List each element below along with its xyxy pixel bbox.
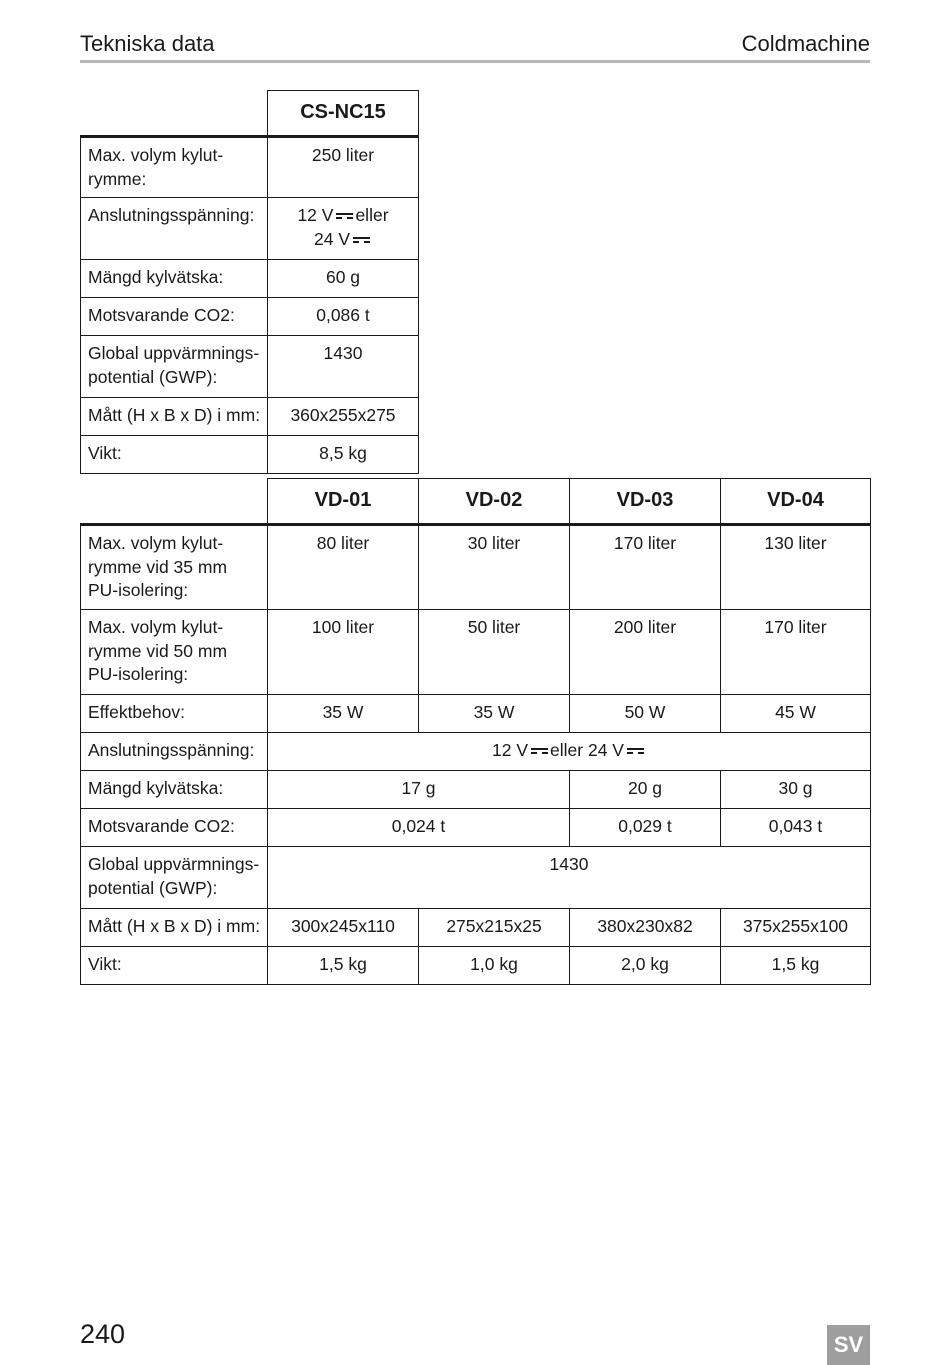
table-row: [81, 909, 871, 947]
model-header: VD-04: [721, 479, 871, 525]
row-label: Global uppvärmnings-potential (GWP):: [81, 847, 268, 909]
table-row: [81, 137, 419, 198]
row-label: Mängd kylvätska:: [81, 771, 268, 809]
cell-value: 375x255x100: [721, 909, 871, 947]
row-label: Vikt:: [81, 436, 268, 474]
cell-value: 170 liter: [721, 610, 871, 695]
voltage-24v: 24 V: [314, 228, 350, 249]
table-row: [81, 809, 871, 847]
table-row: [81, 336, 419, 398]
cell-value: 170 liter: [570, 525, 721, 610]
table-row: [81, 436, 419, 474]
table-row: [81, 398, 419, 436]
cell-value: 80 liter: [268, 525, 419, 610]
table-row: [81, 525, 871, 610]
row-label: Max. volym kylut-rymme vid 50 mm PU-isolering:: [81, 610, 268, 695]
row-label: Motsvarande CO2:: [81, 298, 268, 336]
cell-value: 45 W: [721, 695, 871, 733]
cell-value: 8,5 kg: [268, 436, 419, 474]
cell-value: 30 g: [721, 771, 871, 809]
table-row: [81, 198, 419, 260]
cell-value: 130 liter: [721, 525, 871, 610]
cell-value: 60 g: [268, 260, 419, 298]
cell-value: 300x245x110: [268, 909, 419, 947]
cell-value: 0,029 t: [570, 809, 721, 847]
page-header: [80, 30, 870, 63]
voltage-12v: 12 V: [492, 740, 529, 760]
row-label: Global uppvärmnings-potential (GWP):: [81, 336, 268, 398]
cell-value: 35 W: [419, 695, 570, 733]
cell-value: 1430: [268, 336, 419, 398]
table-row: [81, 733, 871, 771]
table-header-row: [81, 479, 871, 525]
cell-value: 250 liter: [268, 137, 419, 198]
cell-value: 50 liter: [419, 610, 570, 695]
row-label: Anslutningsspänning:: [81, 198, 268, 260]
cell-value: 20 g: [570, 771, 721, 809]
row-label: Motsvarande CO2:: [81, 809, 268, 847]
row-label: Mått (H x B x D) i mm:: [81, 398, 268, 436]
cell-value: 35 W: [268, 695, 419, 733]
row-label: Mått (H x B x D) i mm:: [81, 909, 268, 947]
table-row: [81, 847, 871, 909]
voltage-or: eller: [355, 205, 389, 225]
row-label: Vikt:: [81, 947, 268, 985]
dc-symbol-icon: [336, 212, 353, 220]
row-label: Max. volym kylut-rymme vid 35 mm PU-isolering:: [81, 525, 268, 610]
spec-table-vd-series: [80, 478, 871, 985]
row-label: Anslutningsspänning:: [81, 733, 268, 771]
cell-value: 0,086 t: [268, 298, 419, 336]
table-header-row: [81, 91, 419, 137]
page-number: 240: [80, 1319, 126, 1349]
voltage-or-24v: eller 24 V: [550, 740, 624, 760]
row-label: Effektbehov:: [81, 695, 268, 733]
product-name: Coldmachine: [741, 31, 870, 56]
cell-value: 1,0 kg: [419, 947, 570, 985]
cell-value: 30 liter: [419, 525, 570, 610]
cell-value: 380x230x82: [570, 909, 721, 947]
cell-value: 2,0 kg: [570, 947, 721, 985]
table-row: [81, 771, 871, 809]
dc-symbol-icon: [627, 747, 644, 755]
table-row: [81, 610, 871, 695]
row-label: Max. volym kylut-rymme:: [81, 137, 268, 198]
model-header: VD-03: [570, 479, 721, 525]
table-row: [81, 947, 871, 985]
section-title: Tekniska data: [80, 31, 215, 56]
cell-value: 360x255x275: [268, 398, 419, 436]
model-header: CS-NC15: [268, 91, 419, 137]
spec-table-cs-nc15: [80, 90, 419, 474]
cell-value: [268, 733, 871, 771]
language-badge: SV: [827, 1325, 870, 1365]
dc-symbol-icon: [353, 236, 370, 244]
blank-cell: [81, 479, 268, 525]
row-label: Mängd kylvätska:: [81, 260, 268, 298]
table-row: [81, 695, 871, 733]
cell-value: 1,5 kg: [721, 947, 871, 985]
cell-value: 200 liter: [570, 610, 721, 695]
cell-value: 275x215x25: [419, 909, 570, 947]
cell-value: 50 W: [570, 695, 721, 733]
cell-value: 0,043 t: [721, 809, 871, 847]
cell-value: 0,024 t: [268, 809, 570, 847]
voltage-12v: 12 V: [297, 205, 334, 225]
table-row: [81, 298, 419, 336]
dc-symbol-icon: [531, 747, 548, 755]
cell-value: 1,5 kg: [268, 947, 419, 985]
cell-value: 17 g: [268, 771, 570, 809]
blank-cell: [81, 91, 268, 137]
cell-value: 100 liter: [268, 610, 419, 695]
cell-value: 1430: [268, 847, 871, 909]
model-header: VD-01: [268, 479, 419, 525]
model-header: VD-02: [419, 479, 570, 525]
table-row: [81, 260, 419, 298]
cell-value: [268, 198, 419, 260]
